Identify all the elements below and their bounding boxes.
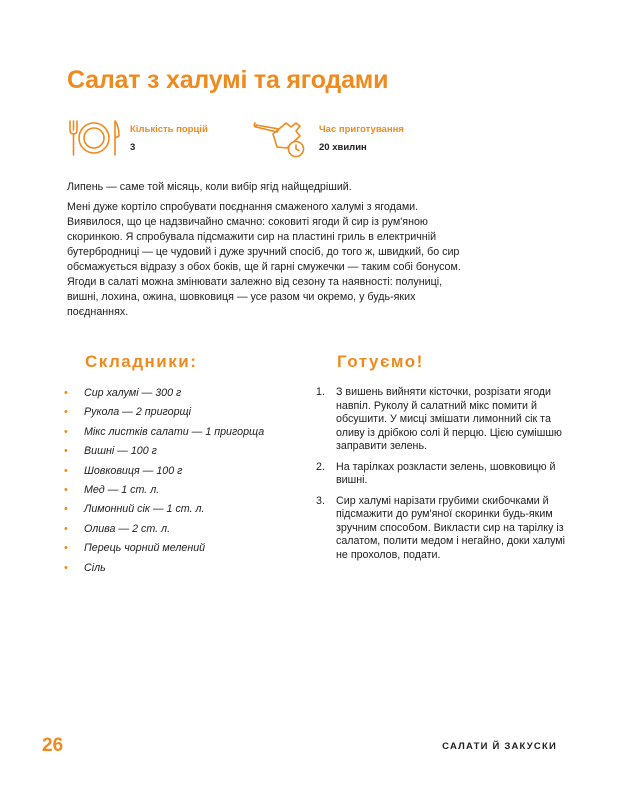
servings-value: 3 bbox=[130, 142, 136, 153]
step-number: 2. bbox=[316, 460, 325, 473]
intro-paragraph: Мені дуже кортіло спробувати поєднання смаженого халумі з ягодами. Виявилося, що це надзвичайно смачно: соковиті ягоди й сир із рум'яною скоринкою. Я спробувала підсмажити сир на пластині гриль в електричній бутербродниці — це чудовий і дуже зручний спосіб, до того ж, швидкий, бо сир обсмажується відразу з обох боків, ще й гарні смужечки — таким собі бонусом. Ягоди в салаті можна змінювати залежно від сезону та наявності: полуниці, вишні, лохина, ожина, шовковиця — усе разом чи окремо, у будь-яких поєднаннях. bbox=[67, 201, 461, 318]
list-item bbox=[64, 559, 294, 578]
bullet-icon: • bbox=[64, 425, 68, 438]
list-item bbox=[64, 384, 294, 403]
bullet-icon: • bbox=[64, 406, 68, 419]
ingredient-text: Мед — 1 ст. л. bbox=[84, 483, 160, 496]
ingredient-text: Сир халумі — 300 г bbox=[84, 387, 182, 399]
bullet-icon: • bbox=[64, 522, 68, 535]
ingredient-text: Олива — 2 ст. л. bbox=[84, 522, 171, 535]
list-item bbox=[64, 462, 294, 481]
ingredients-heading: Складники: bbox=[85, 352, 198, 371]
step-text: На тарілках розкласти зелень, шовковицю й вишні. bbox=[336, 460, 556, 486]
step-text: З вишень вийняти кісточки, розрізати ягоди навпіл. Руколу й салатний мікс помити й обсушити. У мисці змішати лимонний сік та оливу із дрібкою солі й перцю. Цією сумішшю заправити зелень. bbox=[336, 386, 562, 452]
section-name: САЛАТИ Й ЗАКУСКИ bbox=[442, 741, 557, 752]
list-item bbox=[64, 403, 294, 422]
recipe-title: Салат з халумі та ягодами bbox=[67, 66, 389, 94]
step-number: 1. bbox=[316, 386, 325, 398]
list-item bbox=[64, 442, 294, 461]
bullet-icon: • bbox=[64, 561, 68, 574]
bullet-icon: • bbox=[64, 542, 68, 555]
steps-list bbox=[316, 386, 566, 569]
intro-text bbox=[67, 180, 467, 325]
bullet-icon: • bbox=[64, 503, 68, 516]
ingredient-text: Вишні — 100 г bbox=[84, 445, 157, 458]
bullet-icon: • bbox=[64, 445, 68, 458]
step-text: Сир халумі нарізати грубими скибочками й підсмажити до рум'яної скоринки будь-яким зручним способом. Викласти сир на тарілку із салатом, полити медом і негайно, доки халумі не прохолов, подати. bbox=[336, 494, 566, 561]
step-number: 3. bbox=[316, 494, 325, 507]
ingredient-text: Рукола — 2 пригорщі bbox=[84, 406, 192, 419]
plate-cutlery-icon bbox=[66, 118, 121, 158]
time-label: Час приготування bbox=[319, 124, 404, 135]
step-item bbox=[316, 461, 566, 488]
page-number: 26 bbox=[42, 735, 64, 756]
ingredient-text: Сіль bbox=[84, 561, 106, 574]
list-item bbox=[64, 423, 294, 442]
ingredient-text: Мікс листків салати — 1 пригорща bbox=[84, 425, 265, 438]
steps-heading: Готуємо! bbox=[337, 352, 424, 371]
list-item bbox=[64, 539, 294, 558]
servings-label: Кількість порцій bbox=[130, 124, 208, 135]
cutting-board-clock-icon bbox=[253, 114, 309, 160]
ingredient-text: Шовковиця — 100 г bbox=[84, 464, 183, 477]
bullet-icon: • bbox=[64, 464, 68, 477]
list-item bbox=[64, 520, 294, 539]
intro-paragraph: Липень — саме той місяць, коли вибір ягід найщедріший. bbox=[67, 181, 352, 193]
list-item bbox=[64, 500, 294, 519]
step-item bbox=[316, 386, 566, 454]
bullet-icon: • bbox=[64, 483, 68, 496]
step-item bbox=[316, 495, 566, 563]
time-value: 20 хвилин bbox=[319, 142, 367, 153]
ingredient-text: Перець чорний мелений bbox=[84, 542, 206, 555]
ingredients-list bbox=[64, 384, 294, 578]
bullet-icon: • bbox=[64, 387, 68, 399]
list-item bbox=[64, 481, 294, 500]
ingredient-text: Лимонний сік — 1 ст. л. bbox=[84, 503, 205, 516]
